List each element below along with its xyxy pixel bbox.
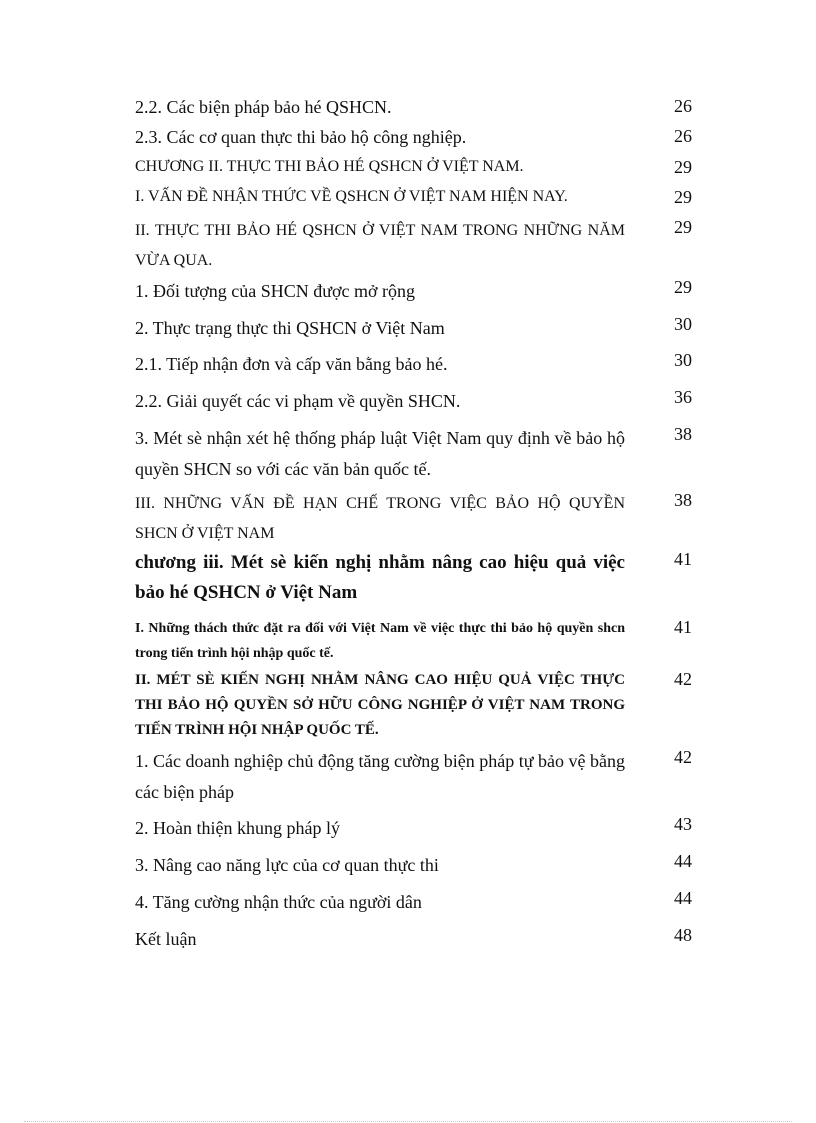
toc-entry-page: 41 xyxy=(674,549,692,569)
toc-entry-page: 30 xyxy=(674,350,692,370)
toc-entry-page: 29 xyxy=(674,217,692,237)
toc-entry-page: 38 xyxy=(674,490,692,510)
toc-entry-page: 42 xyxy=(674,747,692,767)
page-bottom-divider xyxy=(24,1121,792,1122)
toc-entry-page: 29 xyxy=(674,157,692,177)
toc-entry-page: 29 xyxy=(674,187,692,207)
toc-entry-title: Kết luận xyxy=(135,929,197,949)
toc-entry-page: 44 xyxy=(674,888,692,908)
toc-entry-title: 2.2. Các biện pháp bảo hé QSHCN. xyxy=(135,97,392,117)
toc-entry-page: 38 xyxy=(674,424,692,444)
toc-entry-title: I. Những thách thức đặt ra đối với Việt Nam về việc thực thi bảo hộ quyền shcn trong tiến trình hội nhập quốc tế. xyxy=(135,621,625,661)
toc-entry-page: 42 xyxy=(674,669,692,689)
toc-entry-page: 48 xyxy=(674,925,692,945)
toc-entry-title: 3. Nâng cao năng lực của cơ quan thực thi xyxy=(135,855,439,875)
toc-entry-page: 41 xyxy=(674,617,692,637)
toc-entry-title: chương iii. Mét sè kiến nghị nhằm nâng cao hiệu quả việc bảo hé QSHCN ở Việt Nam xyxy=(135,552,625,603)
toc-entry-title: III. NHỮNG VẤN ĐỀ HẠN CHẾ TRONG VIỆC BẢO HỘ QUYỀN SHCN Ở VIỆT NAM xyxy=(135,495,625,542)
toc-entry-page: 44 xyxy=(674,851,692,871)
toc-entry-title: II. MÉT SÈ KIẾN NGHỊ NHẰM NÂNG CAO HIỆU QUẢ VIỆC THỰC THI BẢO HỘ QUYỀN SỞ HỮU CÔNG NGHIỆP Ở VIỆT NAM TRONG TIẾN TRÌNH HỘI NHẬP QUỐC TẾ. xyxy=(135,672,625,738)
toc-entry-title: 1. Các doanh nghiệp chủ động tăng cường biện pháp tự bảo vệ bằng các biện pháp xyxy=(135,751,625,802)
toc-entry-title: II. THỰC THI BẢO HÉ QSHCN Ở VIỆT NAM TRONG NHỮNG NĂM VỪA QUA. xyxy=(135,222,625,269)
toc-entry-title: 3. Mét sè nhận xét hệ thống pháp luật Việt Nam quy định về bảo hộ quyền SHCN so với các văn bản quốc tế. xyxy=(135,428,625,479)
toc-entry-title: 1. Đối tượng của SHCN được mở rộng xyxy=(135,281,416,301)
toc-entry-title: CHƯƠNG II. THỰC THI BẢO HÉ QSHCN Ở VIỆT NAM. xyxy=(135,158,524,175)
toc-entry-page: 26 xyxy=(674,96,692,116)
toc-entry-title: 2. Thực trạng thực thi QSHCN ở Việt Nam xyxy=(135,318,445,338)
toc-entry-title: 4. Tăng cường nhận thức của người dân xyxy=(135,892,422,912)
toc-entry-title: I. VẤN ĐỀ NHẬN THỨC VỀ QSHCN Ở VIỆT NAM HIỆN NAY. xyxy=(135,188,568,205)
toc-entry-title: 2. Hoàn thiện khung pháp lý xyxy=(135,818,340,838)
toc-entry-title: 2.3. Các cơ quan thực thi bảo hộ công nghiệp. xyxy=(135,127,467,147)
toc-entry-title: 2.1. Tiếp nhận đơn và cấp văn bằng bảo hé. xyxy=(135,354,448,374)
toc-entry-page: 43 xyxy=(674,814,692,834)
toc-entry-title: 2.2. Giải quyết các vi phạm về quyền SHCN. xyxy=(135,391,461,411)
toc-entry-page: 26 xyxy=(674,126,692,146)
toc-entry-page: 30 xyxy=(674,314,692,334)
toc-entry-page: 36 xyxy=(674,387,692,407)
toc-entry-page: 29 xyxy=(674,277,692,297)
